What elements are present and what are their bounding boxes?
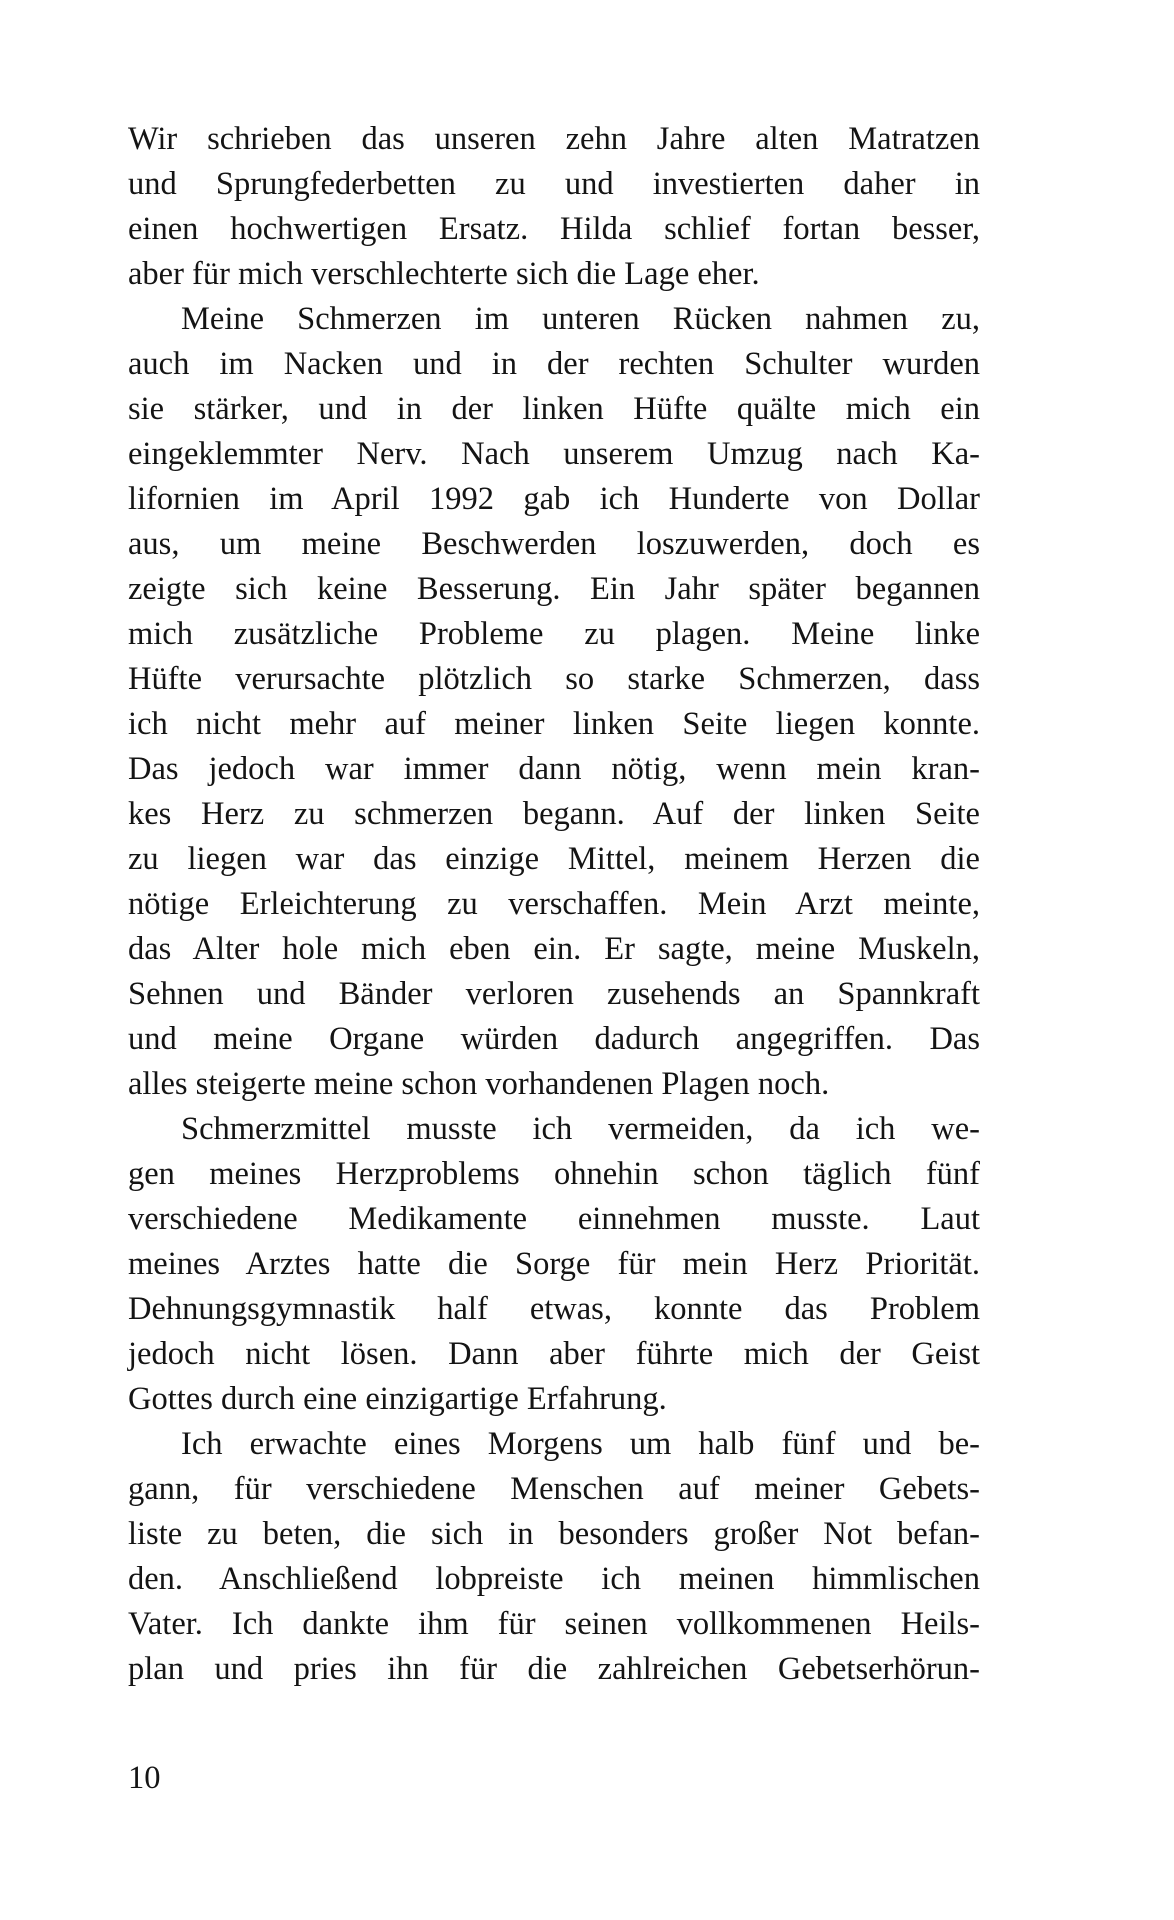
text-line: lifornien im April 1992 gab ich Hunderte von Dollar <box>128 481 980 517</box>
text-line: kes Herz zu schmerzen begann. Auf der linken Seite <box>128 796 980 832</box>
text-line: mich zusätzliche Probleme zu plagen. Meine linke <box>128 616 980 652</box>
text-line: Sehnen und Bänder verloren zusehends an Spannkraft <box>128 976 980 1012</box>
text-line: ich nicht mehr auf meiner linken Seite liegen konnte. <box>128 706 980 742</box>
text-line: das Alter hole mich eben ein. Er sagte, meine Muskeln, <box>128 931 980 967</box>
text-line: plan und pries ihn für die zahlreichen Gebetserhörun- <box>128 1651 980 1687</box>
text-line: aber für mich verschlechterte sich die Lage eher. <box>128 256 760 292</box>
text-line: Vater. Ich dankte ihm für seinen vollkommenen Heils- <box>128 1606 980 1642</box>
text-line: aus, um meine Beschwerden loszuwerden, doch es <box>128 526 980 562</box>
text-line: jedoch nicht lösen. Dann aber führte mich der Geist <box>128 1336 980 1372</box>
text-line: zu liegen war das einzige Mittel, meinem Herzen die <box>128 841 980 877</box>
text-line: gann, für verschiedene Menschen auf meiner Gebets- <box>128 1471 980 1507</box>
text-line: eingeklemmter Nerv. Nach unserem Umzug nach Ka- <box>128 436 980 472</box>
text-line: alles steigerte meine schon vorhandenen Plagen noch. <box>128 1066 830 1102</box>
body-text <box>128 117 980 1692</box>
text-line: liste zu beten, die sich in besonders großer Not befan- <box>128 1516 980 1552</box>
text-line: meines Arztes hatte die Sorge für mein Herz Priorität. <box>128 1246 980 1282</box>
text-line: Gottes durch eine einzigartige Erfahrung. <box>128 1381 667 1417</box>
text-line: verschiedene Medikamente einnehmen musste. Laut <box>128 1201 980 1237</box>
text-line: Ich erwachte eines Morgens um halb fünf und be- <box>181 1426 980 1462</box>
text-line: und Sprungfederbetten zu und investierten daher in <box>128 166 980 202</box>
text-line: Dehnungsgymnastik half etwas, konnte das Problem <box>128 1291 980 1327</box>
text-line: einen hochwertigen Ersatz. Hilda schlief fortan besser, <box>128 211 980 247</box>
text-line: gen meines Herzproblems ohnehin schon täglich fünf <box>128 1156 980 1192</box>
text-line: und meine Organe würden dadurch angegriffen. Das <box>128 1021 980 1057</box>
page-number: 10 <box>128 1760 161 1796</box>
text-line: sie stärker, und in der linken Hüfte quälte mich ein <box>128 391 980 427</box>
text-line: zeigte sich keine Besserung. Ein Jahr später begannen <box>128 571 980 607</box>
text-line: Schmerzmittel musste ich vermeiden, da ich we- <box>181 1111 980 1147</box>
text-line: auch im Nacken und in der rechten Schulter wurden <box>128 346 980 382</box>
text-line: den. Anschließend lobpreiste ich meinen himmlischen <box>128 1561 980 1597</box>
text-line: Das jedoch war immer dann nötig, wenn mein kran- <box>128 751 980 787</box>
text-line: Wir schrieben das unseren zehn Jahre alten Matratzen <box>128 121 980 157</box>
text-line: Meine Schmerzen im unteren Rücken nahmen zu, <box>181 301 980 337</box>
text-line: nötige Erleichterung zu verschaffen. Mein Arzt meinte, <box>128 886 980 922</box>
text-line: Hüfte verursachte plötzlich so starke Schmerzen, dass <box>128 661 980 697</box>
